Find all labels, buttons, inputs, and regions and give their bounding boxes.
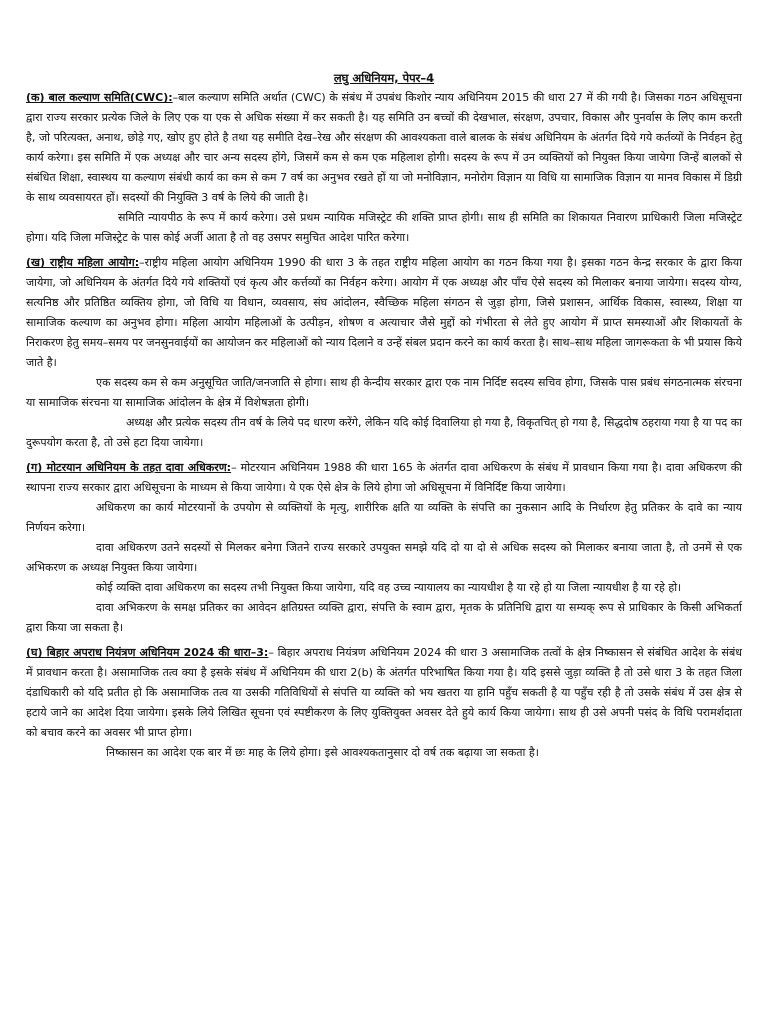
section-paragraph: अधिकरण का कार्य मोटरयानों के उपयोग से व्यक्तियों के मृत्यु, शारीरिक क्षति या व्यक्ति के संपत्ति का नुकसान आदि के निर्धारण हेतु प्रतिकर के दावे का न्याय निर्णयन करेगा। [26, 501, 742, 534]
section-body-text: – मोटरयान अधिनियम 1988 की धारा 165 के अंतर्गत दावा अधिकरण के संबंध में प्रावधान किया गया है। दावा अधिकरण की स्थापना राज्य सरकार द्वारा अधिसूचना के माध्यम से किया जायेगा। ये एक ऐसे क्षेत्र के लिये होगा जो अधिसूचना में विनिर्दिष्ट किया जायेगा। [26, 461, 742, 494]
section-paragraph: एक सदस्य कम से कम अनुसूचित जाति/जनजाति से होगा। साथ ही केन्दीय सरकार द्वारा एक नाम निर्दिष्ट सदस्य सचिव होगा, जिसके पास प्रबंध संगठनात्मक संरचना या सामाजिक संरचना या सामाजिक आंदोलन के क्षेत्र में विशेषज्ञता होगी। [26, 376, 742, 409]
section-paragraph: समिति न्यायपीठ के रूप में कार्य करेगा। उसे प्रथम न्यायिक मजिस्ट्रेट की शक्ति प्राप्त होगी। साथ ही समिति का शिकायत निवारण प्राधिकारी जिला मजिस्ट्रेट होगा। यदि जिला मजिस्ट्रेट के पास कोई अर्जी आता है तो वह उसपर समुचित आदेश पारित करेगा। [26, 211, 742, 244]
section-paragraph [26, 88, 742, 208]
section-paragraph: कोई व्यक्ति दावा अधिकरण का सदस्य तभी नियुक्त किया जायेगा, यदि वह उच्च न्यायालय का न्यायधीश है या रहे हो या जिला न्यायधीश है या रहे हो। [96, 581, 682, 594]
section-body-text: – बिहार अपराध नियंत्रण अधिनियम 2024 की धारा 3 असामाजिक तत्वों के क्षेत्र निष्कासन से संबंधित आदेश के संबंध में प्रावधान करता है। असामाजिक तत्व क्या है इसके संबंध में अधिनियम की धारा 2(b) के अंतर्गत परिभाषित किया गया है। यदि इससे जुड़ा व्यक्ति है तो उसे धारा 3 के तहत जिला दंडाधिकारी को यदि प्रतीत हो कि असामाजिक तत्व या उसकी गतिविधियों से संपत्ति या व्यक्ति को भय खतरा या हानि पहुँच सकती है या पहुँच रही है तो उसके संबंध में उस क्षेत्र से हटाये जाने का आदेश दिया जायेगा। इसके लिये लिखित सूचना एवं स्पष्टीकरण के लिए युक्तियुक्त अवसर देते हुये कार्य किया जायेगा। साथ ही उसे अपनी पसंद के विधि परामर्शदाता को बचाव करने का अवसर भी प्राप्त होगा। [26, 646, 742, 739]
section-heading: (घ) बिहार अपराध नियंत्रण अधिनियम 2024 की धारा–3: [26, 646, 269, 659]
section-body-text: –बाल कल्याण समिति अर्थात (CWC) के संबंध में उपबंध किशोर न्याय अधिनियम 2015 की धारा 27 में की गयी है। जिसका गठन अधिसूचना द्वारा राज्य सरकार प्रत्येक जिले के लिए एक या एक से अधिक संख्या में कर सकती है। यह समिति उन बच्चों की देखभाल, संरक्षण, उपचार, विकास और पुनर्वास के लिए काम करती है, जो परित्यक्त, अनाथ, छोड़े गए, खोए हुए होते है तथा यह समीति देख–रेख और संरक्षण की आवश्यकता वाले बालक के संबंध अधिनियम के अंतर्गत दिये गये कर्तव्यों के निर्वहन हेतु कार्य करेगा। इस समिति में एक अध्यक्ष और चार अन्य सदस्य होंगे, जिसमें कम से कम एक महिलाश होगी। सदस्य के रूप में उन व्यक्तियों को नियुक्त किया जायेगा जिन्हें बालकों से संबंधित शिक्षा, स्वास्थय या कल्याण संबंधी कार्य का कम से कम 7 वर्ष का अनुभव रखते हों या जो मनोविज्ञान, मनोरोग विज्ञान या विधि या सामाजिक विज्ञान या मानव विकास में डिग्री के साथ व्यवसायरत हों। सदस्यों की नियुक्ति 3 वर्ष के लिये की जाती है। [26, 91, 742, 204]
section-body-text: –राष्ट्रीय महिला आयोग अधिनियम 1990 की धारा 3 के तहत राष्ट्रीय महिला आयोग का गठन किया गया है। इसका गठन केन्द्र सरकार के द्वारा किया जायेगा, जो अधिनियम के अंतर्गत दिये गये शक्तियों एवं कृत्य और कर्त्तव्यों का निर्वहन करेगा। आयोग में एक अध्यक्ष और पाँच ऐसे सदस्य को मिलाकर बनाया जायेगा। सदस्य योग्य, सत्यनिष्ठ और प्रतिष्ठित व्यक्तिय होगा, जो विधि या विधान, व्यवसाय, संघ आंदोलन, स्वैच्छिक महिला संगठन से जुड़ा होगा, जिसे प्रशासन, आर्थिक विकास, स्वास्थ्य, शिक्षा या सामाजिक कल्याण का अनुभव होगा। महिला आयोग महिलाओं के उत्पीड़न, शोषण व अत्याचार जैसे मुद्दों को गंभीरता से लेते हुए आयोग में प्राप्त समस्याओं और शिकायतों के निराकरण हेतु समय–समय पर जनसुनवाईयों का आयोजन कर महिलाओं को न्याय दिलाने व उन्हें संबल प्रदान करने का कार्य करता है। साथ–साथ महिला जागरूकता के भी प्रयास किये जाते है। [26, 256, 742, 369]
section-paragraph: दावा अभिकरण के समक्ष प्रतिकर का आवेदन क्षतिग्रस्त व्यक्ति द्वारा, संपत्ति के स्वाम द्वारा, मृतक के प्रतिनिधि द्वारा या सम्यक् रूप से प्राधिकार के किसी अभिकर्ता द्वारा किया जा सकता है। [26, 601, 742, 634]
section-heading: (क) बाल कल्याण समिति(CWC): [26, 91, 173, 104]
section-paragraph [26, 643, 742, 743]
section-paragraph: निष्कासन का आदेश एक बार में छः माह के लिये होगा। इसे आवश्यकतानुसार दो वर्ष तक बढ़ाया जा सकता है। [106, 746, 539, 759]
section-paragraph: अध्यक्ष और प्रत्येक सदस्य तीन वर्ष के लिये पद धारण करेंगे, लेकिन यदि कोई दिवालिया हो गया है, विकृतचित् हो गया है, सिद्धदोष ठहराया गया है या पद का दुरूपयोग करता है, तो उसे हटा दिया जायेगा। [26, 416, 742, 449]
section-heading: (ख) राष्ट्रीय महिला आयोग: [26, 256, 140, 269]
section-paragraph: दावा अधिकरण उतने सदस्यों से मिलकर बनेगा जितने राज्य सरकारे उपयुक्त समझे यदि दो या दो से अधिक सदस्य को मिलाकर बनाया जाता है, तो उनमें से एक अभिकरण क अध्यक्ष नियुक्त किया जायेगा। [26, 541, 742, 574]
section-paragraph [26, 458, 742, 498]
section-heading: (ग) मोटरयान अधिनियम के तहत दावा अधिकरण: [26, 461, 232, 474]
section-bal-kalyan-samiti [26, 88, 742, 248]
page-title: लघु अधिनियम, पेपर–4 [333, 71, 435, 85]
section-rashtriya-mahila-aayog [26, 253, 742, 453]
section-paragraph [26, 253, 742, 373]
section-motoryan-dawa-adhikaran [26, 458, 742, 638]
section-bihar-apradh-niyantran [26, 643, 742, 763]
